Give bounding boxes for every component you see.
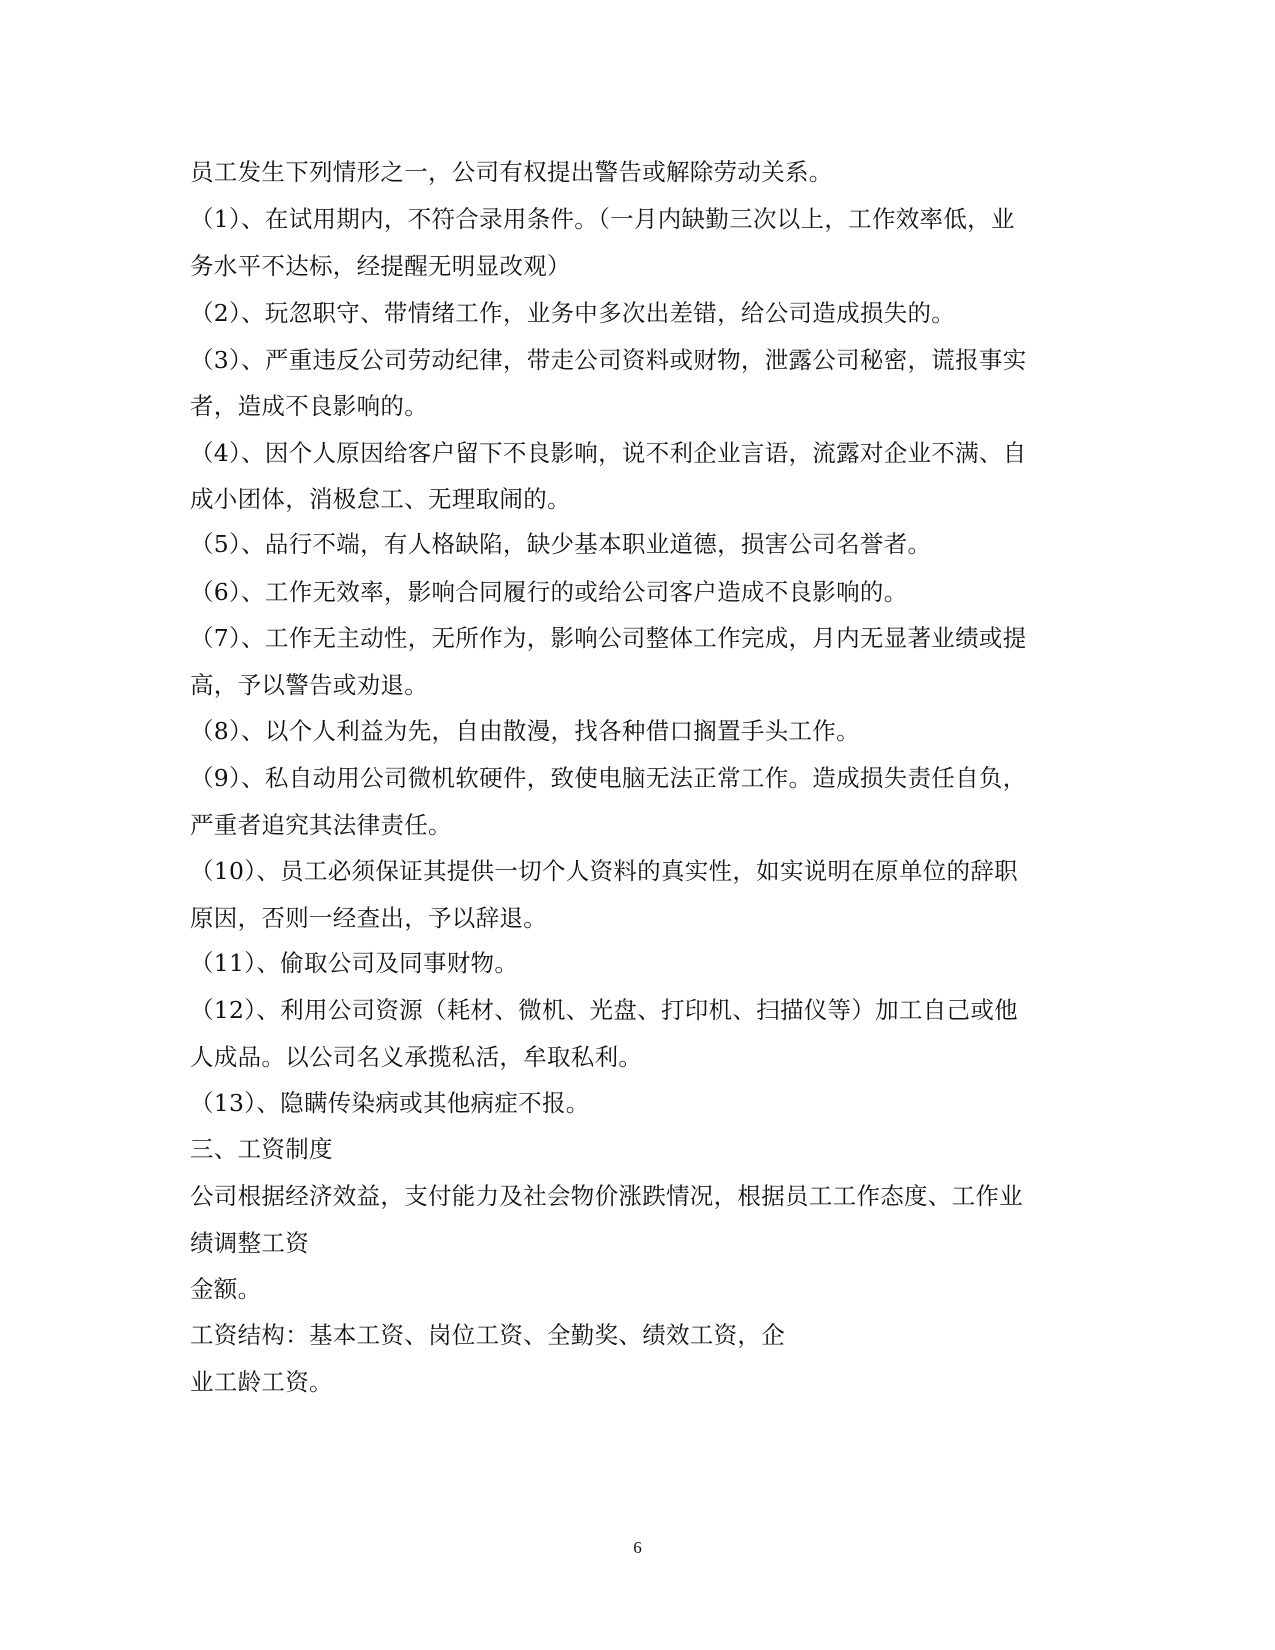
text-line: （1）、在试用期内，不符合录用条件。（一月内缺勤三次以上，工作效率低，业 [190,205,1015,233]
section-heading: 三、工资制度 [190,1135,333,1163]
text-line: 务水平不达标，经提醒无明显改观） [190,252,571,280]
text-line: （4）、因个人原因给客户留下不良影响，说不利企业言语，流露对企业不满、自 [190,439,1027,467]
text-line: 成小团体，消极怠工、无理取闹的。 [190,485,571,513]
text-line: 金额。 [190,1275,262,1303]
text-line: 员工发生下列情形之一，公司有权提出警告或解除劳动关系。 [190,158,833,186]
text-line: 工资结构：基本工资、岗位工资、全勤奖、绩效工资，企 [190,1321,785,1349]
text-line: （12）、利用公司资源（耗材、微机、光盘、打印机、扫描仪等）加工自己或他 [190,996,1018,1024]
text-line: 原因，否则一经查出，予以辞退。 [190,904,547,932]
text-line: （9）、私自动用公司微机软硬件，致使电脑无法正常工作。造成损失责任自负， [190,764,1027,792]
text-line: （8）、以个人利益为先，自由散漫，找各种借口搁置手头工作。 [190,717,860,745]
text-line: 业工龄工资。 [190,1368,333,1396]
text-line: 者，造成不良影响的。 [190,392,428,420]
text-line: （3）、严重违反公司劳动纪律，带走公司资料或财物，泄露公司秘密，谎报事实 [190,346,1027,374]
text-line: （13）、隐瞒传染病或其他病症不报。 [190,1089,590,1117]
text-line: （6）、工作无效率，影响合同履行的或给公司客户造成不良影响的。 [190,578,908,606]
text-line: 人成品。以公司名义承揽私活，牟取私利。 [190,1043,643,1071]
text-line: 绩调整工资 [190,1229,309,1257]
text-line: 高，予以警告或劝退。 [190,671,428,699]
text-line: （10）、员工必须保证其提供一切个人资料的真实性，如实说明在原单位的辞职 [190,857,1018,885]
text-line: （2）、玩忽职守、带情绪工作，业务中多次出差错，给公司造成损失的。 [190,299,956,327]
page-number: 6 [633,1538,642,1557]
text-line: （11）、偷取公司及同事财物。 [190,949,519,977]
text-line: 严重者追究其法律责任。 [190,811,452,839]
text-line: （7）、工作无主动性，无所作为，影响公司整体工作完成，月内无显著业绩或提 [190,624,1027,652]
text-line: （5）、品行不端，有人格缺陷，缺少基本职业道德，损害公司名誉者。 [190,530,932,558]
text-line: 公司根据经济效益，支付能力及社会物价涨跌情况，根据员工工作态度、工作业 [190,1182,1023,1210]
